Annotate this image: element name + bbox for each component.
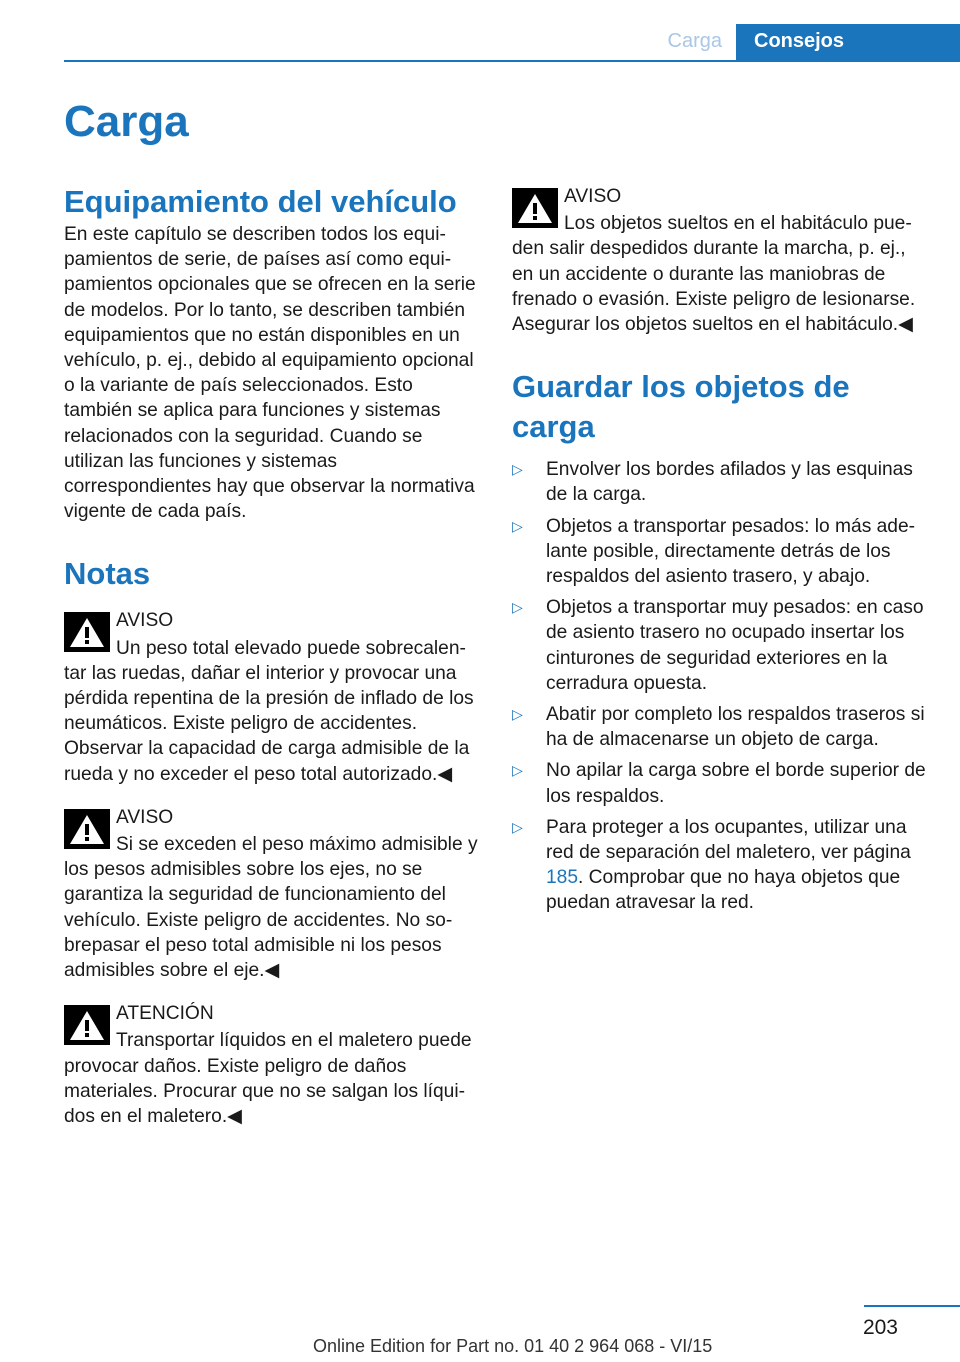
list-item-text: Abatir por completo los respaldos traseros si ha de almacenarse un objeto de carga. [546, 704, 925, 751]
list-item-text: Envolver los bordes afilados y las esquinas de la carga. [546, 459, 913, 506]
left-column [64, 182, 478, 1129]
bullet-triangle-icon: ▷ [512, 599, 523, 616]
edition-footer: Online Edition for Part no. 01 40 2 964 068 - VI/15 [313, 1336, 713, 1356]
warning-block [64, 805, 478, 983]
section-heading-storage: Guardar los objetos de carga [512, 369, 850, 445]
list-item-text: Objetos a transportar pesados: lo más adelante posible, directamente detrás de los respaldos del asiento trasero, y abajo. [546, 515, 916, 588]
list-item [512, 702, 926, 752]
page-number: 203 [862, 1316, 898, 1339]
bullet-triangle-icon: ▷ [512, 762, 523, 779]
caution-text: Transportar líquidos en el maletero puede provocar daños. Existe peligro de daños materiales. Procurar que no se salgan los líquidos en el maletero.◀ [64, 1030, 472, 1128]
storage-list [512, 457, 926, 915]
warning-block [512, 184, 926, 337]
warning-label: AVISO [116, 806, 174, 828]
equipment-paragraph: En este capítulo se describen todos los equipamientos de serie, de países así como equipamientos opcionales que se ofrecen en la serie de modelos. Por lo tanto, se describen también equipamientos que no están disponibles en un vehículo, p. ej., debido al equipamiento opcional o la variante de país seleccionados. Esto también se aplica para funciones y sistemas relacionados con la seguridad. Cuando se utilizan las funciones y sistemas correspondientes hay que observar la normativa vigente de cada país. [64, 224, 476, 523]
warning-text: Los objetos sueltos en el habitáculo pueden salir despedidos durante la marcha, p. ej., en un accidente o durante las maniobras de frenado o evasión. Existe peligro de lesionarse. Asegurar los objetos sueltos en el habitáculo.◀ [512, 213, 916, 336]
warning-triangle-icon [64, 612, 110, 652]
list-item [512, 758, 926, 808]
bullet-triangle-icon: ▷ [512, 818, 523, 835]
warning-text: Un peso total elevado puede sobrecalentar las ruedas, dañar el interior y provocar una pérdida repentina de la presión de inflado de los neumáticos. Existe peligro de accidentes. Observar la capacidad de carga admisible de la rueda y no exceder el peso total autorizado.◀ [64, 637, 474, 785]
list-item [512, 457, 926, 507]
section-heading-notes: Notas [64, 556, 151, 592]
list-item-text: Objetos a transportar muy pesados: en caso de asiento trasero no ocupado insertar los cinturones de seguridad exteriores en la cerradura opuesta. [546, 597, 924, 694]
warning-block [64, 608, 478, 786]
bullet-triangle-icon: ▷ [512, 461, 523, 478]
list-item-text: Para proteger a los ocupantes, utilizar una red de separación del maletero, ver página 185. Comprobar que no haya objetos que puedan atravesar la red. [546, 816, 911, 914]
warning-label: AVISO [116, 610, 174, 632]
bullet-triangle-icon: ▷ [512, 517, 523, 534]
header-rule [64, 60, 960, 62]
list-item [512, 595, 926, 696]
list-item-text: No apilar la carga sobre el borde superior de los respaldos. [546, 760, 926, 807]
warning-text: Si se exceden el peso máximo admisible y los pesos admisibles sobre los ejes, no se garantiza la seguridad de funcionamiento del vehículo. Existe peligro de accidentes. No sobrepasar el peso total admisible ni los pesos admisibles sobre el eje.◀ [64, 834, 478, 982]
page-link-185[interactable]: 185 [546, 867, 579, 889]
warning-label: AVISO [564, 186, 622, 207]
caution-block [64, 1001, 478, 1129]
page-title: Carga [64, 97, 189, 146]
tab-carga[interactable]: Carga [654, 24, 736, 61]
list-item [512, 815, 926, 916]
right-column [512, 182, 926, 922]
warning-triangle-icon [64, 1005, 110, 1045]
warning-triangle-icon [512, 188, 558, 228]
caution-label: ATENCIÓN [116, 1003, 214, 1025]
tab-consejos[interactable]: Consejos [736, 24, 960, 61]
bullet-triangle-icon: ▷ [512, 706, 523, 723]
warning-triangle-icon [64, 809, 110, 849]
footer-rule [864, 1305, 960, 1307]
list-item [512, 514, 926, 590]
top-nav [654, 24, 960, 61]
section-heading-equipment: Equipamiento del vehículo [64, 184, 457, 219]
